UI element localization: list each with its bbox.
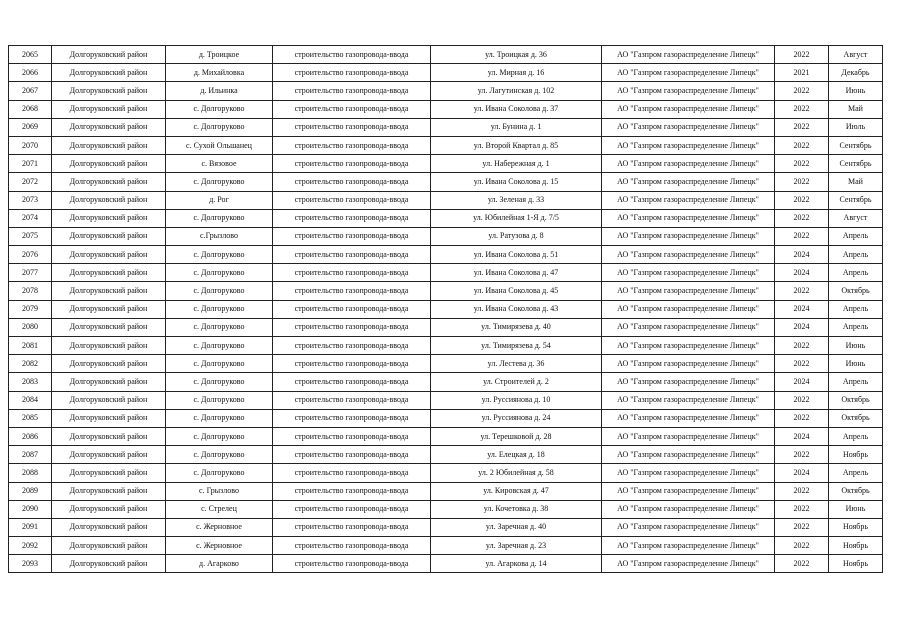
district-cell: Долгоруковский район [52, 409, 166, 427]
district-cell: Долгоруковский район [52, 209, 166, 227]
work-type-cell: строительство газопровода-ввода [273, 246, 431, 264]
address-cell: ул. Кочетовка д. 38 [431, 500, 602, 518]
district-cell: Долгоруковский район [52, 373, 166, 391]
organization-cell: АО "Газпром газораспределение Липецк" [602, 409, 775, 427]
settlement-cell: с. Долгоруково [166, 100, 273, 118]
month-cell: Октябрь [829, 282, 883, 300]
address-cell: ул. Терешковой д. 28 [431, 427, 602, 445]
address-cell: ул. Руссиянова д. 10 [431, 391, 602, 409]
address-cell: ул. 2 Юбилейная д. 58 [431, 464, 602, 482]
work-type-cell: строительство газопровода-ввода [273, 173, 431, 191]
district-cell: Долгоруковский район [52, 391, 166, 409]
month-cell: Май [829, 173, 883, 191]
district-cell: Долгоруковский район [52, 555, 166, 573]
row-number-cell: 2079 [9, 300, 52, 318]
address-cell: ул. Ивана Соколова д. 43 [431, 300, 602, 318]
month-cell: Август [829, 46, 883, 64]
settlement-cell: с. Долгоруково [166, 337, 273, 355]
year-cell: 2022 [775, 409, 829, 427]
month-cell: Апрель [829, 464, 883, 482]
table-row [9, 318, 883, 336]
work-type-cell: строительство газопровода-ввода [273, 209, 431, 227]
organization-cell: АО "Газпром газораспределение Липецк" [602, 337, 775, 355]
district-cell: Долгоруковский район [52, 427, 166, 445]
row-number-cell: 2091 [9, 518, 52, 536]
work-type-cell: строительство газопровода-ввода [273, 482, 431, 500]
table-row [9, 82, 883, 100]
month-cell: Апрель [829, 373, 883, 391]
year-cell: 2024 [775, 373, 829, 391]
year-cell: 2022 [775, 118, 829, 136]
organization-cell: АО "Газпром газораспределение Липецк" [602, 427, 775, 445]
table-row [9, 191, 883, 209]
table-row [9, 409, 883, 427]
address-cell: ул. Строителей д. 2 [431, 373, 602, 391]
row-number-cell: 2081 [9, 337, 52, 355]
table-row [9, 427, 883, 445]
row-number-cell: 2077 [9, 264, 52, 282]
settlement-cell: с. Жерновное [166, 518, 273, 536]
year-cell: 2022 [775, 82, 829, 100]
row-number-cell: 2070 [9, 136, 52, 154]
organization-cell: АО "Газпром газораспределение Липецк" [602, 300, 775, 318]
year-cell: 2022 [775, 518, 829, 536]
work-type-cell: строительство газопровода-ввода [273, 537, 431, 555]
table-row [9, 118, 883, 136]
address-cell: ул. Ивана Соколова д. 47 [431, 264, 602, 282]
month-cell: Ноябрь [829, 446, 883, 464]
organization-cell: АО "Газпром газораспределение Липецк" [602, 82, 775, 100]
organization-cell: АО "Газпром газораспределение Липецк" [602, 318, 775, 336]
table-row [9, 355, 883, 373]
year-cell: 2022 [775, 173, 829, 191]
organization-cell: АО "Газпром газораспределение Липецк" [602, 191, 775, 209]
work-type-cell: строительство газопровода-ввода [273, 191, 431, 209]
district-cell: Долгоруковский район [52, 227, 166, 245]
address-cell: ул. Лестева д. 36 [431, 355, 602, 373]
work-type-cell: строительство газопровода-ввода [273, 373, 431, 391]
settlement-cell: с. Долгоруково [166, 391, 273, 409]
row-number-cell: 2069 [9, 118, 52, 136]
organization-cell: АО "Газпром газораспределение Липецк" [602, 518, 775, 536]
work-type-cell: строительство газопровода-ввода [273, 282, 431, 300]
month-cell: Июнь [829, 82, 883, 100]
year-cell: 2022 [775, 155, 829, 173]
table-row [9, 518, 883, 536]
work-type-cell: строительство газопровода-ввода [273, 82, 431, 100]
organization-cell: АО "Газпром газораспределение Липецк" [602, 355, 775, 373]
address-cell: ул. Набережная д. 1 [431, 155, 602, 173]
address-cell: ул. Троицкая д. 36 [431, 46, 602, 64]
settlement-cell: с. Долгоруково [166, 118, 273, 136]
year-cell: 2022 [775, 355, 829, 373]
row-number-cell: 2074 [9, 209, 52, 227]
year-cell: 2024 [775, 246, 829, 264]
table-row [9, 64, 883, 82]
settlement-cell: с. Стрелец [166, 500, 273, 518]
settlement-cell: с. Вязовое [166, 155, 273, 173]
district-cell: Долгоруковский район [52, 191, 166, 209]
work-type-cell: строительство газопровода-ввода [273, 264, 431, 282]
organization-cell: АО "Газпром газораспределение Липецк" [602, 373, 775, 391]
district-cell: Долгоруковский район [52, 464, 166, 482]
district-cell: Долгоруковский район [52, 500, 166, 518]
year-cell: 2022 [775, 482, 829, 500]
row-number-cell: 2076 [9, 246, 52, 264]
month-cell: Апрель [829, 246, 883, 264]
address-cell: ул. Юбилейная 1-Я д. 7/5 [431, 209, 602, 227]
organization-cell: АО "Газпром газораспределение Липецк" [602, 209, 775, 227]
year-cell: 2022 [775, 209, 829, 227]
district-cell: Долгоруковский район [52, 173, 166, 191]
district-cell: Долгоруковский район [52, 537, 166, 555]
address-cell: ул. Тимирязева д. 40 [431, 318, 602, 336]
row-number-cell: 2086 [9, 427, 52, 445]
month-cell: Ноябрь [829, 537, 883, 555]
month-cell: Июль [829, 118, 883, 136]
settlement-cell: с. Жерновное [166, 537, 273, 555]
month-cell: Октябрь [829, 409, 883, 427]
district-cell: Долгоруковский район [52, 64, 166, 82]
work-type-cell: строительство газопровода-ввода [273, 118, 431, 136]
work-type-cell: строительство газопровода-ввода [273, 318, 431, 336]
month-cell: Ноябрь [829, 518, 883, 536]
table-row [9, 209, 883, 227]
district-cell: Долгоруковский район [52, 118, 166, 136]
table-row [9, 155, 883, 173]
work-type-cell: строительство газопровода-ввода [273, 409, 431, 427]
address-cell: ул. Тимирязева д. 54 [431, 337, 602, 355]
settlement-cell: с. Долгоруково [166, 282, 273, 300]
address-cell: ул. Агаркова д. 14 [431, 555, 602, 573]
address-cell: ул. Заречная д. 40 [431, 518, 602, 536]
settlement-cell: д. Михайловка [166, 64, 273, 82]
month-cell: Сентябрь [829, 155, 883, 173]
work-type-cell: строительство газопровода-ввода [273, 46, 431, 64]
year-cell: 2022 [775, 500, 829, 518]
settlement-cell: с. Долгоруково [166, 264, 273, 282]
work-type-cell: строительство газопровода-ввода [273, 64, 431, 82]
settlement-cell: с. Сухой Ольшанец [166, 136, 273, 154]
address-cell: ул. Ивана Соколова д. 45 [431, 282, 602, 300]
table-row [9, 246, 883, 264]
work-type-cell: строительство газопровода-ввода [273, 555, 431, 573]
month-cell: Сентябрь [829, 136, 883, 154]
district-cell: Долгоруковский район [52, 318, 166, 336]
row-number-cell: 2093 [9, 555, 52, 573]
row-number-cell: 2085 [9, 409, 52, 427]
district-cell: Долгоруковский район [52, 82, 166, 100]
table-body [9, 46, 883, 573]
table-row [9, 373, 883, 391]
row-number-cell: 2065 [9, 46, 52, 64]
organization-cell: АО "Газпром газораспределение Липецк" [602, 555, 775, 573]
table-row [9, 300, 883, 318]
work-type-cell: строительство газопровода-ввода [273, 391, 431, 409]
table-row [9, 464, 883, 482]
work-type-cell: строительство газопровода-ввода [273, 518, 431, 536]
organization-cell: АО "Газпром газораспределение Липецк" [602, 46, 775, 64]
row-number-cell: 2080 [9, 318, 52, 336]
gas-pipeline-table [8, 45, 883, 573]
year-cell: 2022 [775, 391, 829, 409]
organization-cell: АО "Газпром газораспределение Липецк" [602, 246, 775, 264]
year-cell: 2022 [775, 446, 829, 464]
district-cell: Долгоруковский район [52, 282, 166, 300]
month-cell: Ноябрь [829, 555, 883, 573]
row-number-cell: 2092 [9, 537, 52, 555]
organization-cell: АО "Газпром газораспределение Липецк" [602, 64, 775, 82]
month-cell: Апрель [829, 427, 883, 445]
year-cell: 2022 [775, 282, 829, 300]
settlement-cell: с.Грызлово [166, 227, 273, 245]
table-row [9, 136, 883, 154]
year-cell: 2022 [775, 46, 829, 64]
settlement-cell: с. Долгоруково [166, 427, 273, 445]
table-row [9, 446, 883, 464]
settlement-cell: д. Ильинка [166, 82, 273, 100]
organization-cell: АО "Газпром газораспределение Липецк" [602, 446, 775, 464]
year-cell: 2022 [775, 227, 829, 245]
table-row [9, 337, 883, 355]
year-cell: 2022 [775, 100, 829, 118]
address-cell: ул. Руссиянова д. 24 [431, 409, 602, 427]
settlement-cell: с. Долгоруково [166, 373, 273, 391]
row-number-cell: 2073 [9, 191, 52, 209]
row-number-cell: 2089 [9, 482, 52, 500]
settlement-cell: с. Долгоруково [166, 318, 273, 336]
work-type-cell: строительство газопровода-ввода [273, 300, 431, 318]
address-cell: ул. Ивана Соколова д. 37 [431, 100, 602, 118]
organization-cell: АО "Газпром газораспределение Липецк" [602, 227, 775, 245]
year-cell: 2024 [775, 464, 829, 482]
row-number-cell: 2072 [9, 173, 52, 191]
district-cell: Долгоруковский район [52, 155, 166, 173]
settlement-cell: с. Долгоруково [166, 464, 273, 482]
table-row [9, 500, 883, 518]
year-cell: 2022 [775, 555, 829, 573]
month-cell: Октябрь [829, 391, 883, 409]
work-type-cell: строительство газопровода-ввода [273, 100, 431, 118]
row-number-cell: 2088 [9, 464, 52, 482]
district-cell: Долгоруковский район [52, 100, 166, 118]
address-cell: ул. Лагутинская д. 102 [431, 82, 602, 100]
year-cell: 2024 [775, 300, 829, 318]
table-row [9, 555, 883, 573]
table-row [9, 227, 883, 245]
row-number-cell: 2087 [9, 446, 52, 464]
organization-cell: АО "Газпром газораспределение Липецк" [602, 100, 775, 118]
district-cell: Долгоруковский район [52, 355, 166, 373]
table-row [9, 537, 883, 555]
settlement-cell: с. Долгоруково [166, 209, 273, 227]
settlement-cell: д. Агарково [166, 555, 273, 573]
year-cell: 2022 [775, 191, 829, 209]
district-cell: Долгоруковский район [52, 46, 166, 64]
work-type-cell: строительство газопровода-ввода [273, 355, 431, 373]
organization-cell: АО "Газпром газораспределение Липецк" [602, 391, 775, 409]
row-number-cell: 2071 [9, 155, 52, 173]
year-cell: 2024 [775, 264, 829, 282]
table-row [9, 46, 883, 64]
year-cell: 2022 [775, 136, 829, 154]
district-cell: Долгоруковский район [52, 300, 166, 318]
address-cell: ул. Кировская д. 47 [431, 482, 602, 500]
district-cell: Долгоруковский район [52, 264, 166, 282]
table-row [9, 264, 883, 282]
work-type-cell: строительство газопровода-ввода [273, 464, 431, 482]
work-type-cell: строительство газопровода-ввода [273, 136, 431, 154]
work-type-cell: строительство газопровода-ввода [273, 500, 431, 518]
settlement-cell: с. Долгоруково [166, 173, 273, 191]
organization-cell: АО "Газпром газораспределение Липецк" [602, 155, 775, 173]
address-cell: ул. Зеленая д. 33 [431, 191, 602, 209]
address-cell: ул. Второй Квартал д. 85 [431, 136, 602, 154]
row-number-cell: 2066 [9, 64, 52, 82]
address-cell: ул. Ивана Соколова д. 51 [431, 246, 602, 264]
work-type-cell: строительство газопровода-ввода [273, 337, 431, 355]
work-type-cell: строительство газопровода-ввода [273, 227, 431, 245]
table-row [9, 100, 883, 118]
row-number-cell: 2078 [9, 282, 52, 300]
work-type-cell: строительство газопровода-ввода [273, 427, 431, 445]
month-cell: Май [829, 100, 883, 118]
month-cell: Апрель [829, 264, 883, 282]
row-number-cell: 2090 [9, 500, 52, 518]
organization-cell: АО "Газпром газораспределение Липецк" [602, 537, 775, 555]
address-cell: ул. Мирная д. 16 [431, 64, 602, 82]
month-cell: Апрель [829, 318, 883, 336]
year-cell: 2021 [775, 64, 829, 82]
settlement-cell: д. Рог [166, 191, 273, 209]
settlement-cell: с. Долгоруково [166, 355, 273, 373]
address-cell: ул. Елецкая д. 18 [431, 446, 602, 464]
settlement-cell: с. Грызлово [166, 482, 273, 500]
organization-cell: АО "Газпром газораспределение Липецк" [602, 118, 775, 136]
month-cell: Июнь [829, 337, 883, 355]
organization-cell: АО "Газпром газораспределение Липецк" [602, 264, 775, 282]
organization-cell: АО "Газпром газораспределение Липецк" [602, 482, 775, 500]
work-type-cell: строительство газопровода-ввода [273, 155, 431, 173]
table-row [9, 282, 883, 300]
month-cell: Декабрь [829, 64, 883, 82]
month-cell: Июнь [829, 500, 883, 518]
month-cell: Октябрь [829, 482, 883, 500]
table-row [9, 391, 883, 409]
settlement-cell: с. Долгоруково [166, 300, 273, 318]
row-number-cell: 2067 [9, 82, 52, 100]
table-row [9, 173, 883, 191]
month-cell: Сентябрь [829, 191, 883, 209]
settlement-cell: с. Долгоруково [166, 246, 273, 264]
work-type-cell: строительство газопровода-ввода [273, 446, 431, 464]
organization-cell: АО "Газпром газораспределение Липецк" [602, 500, 775, 518]
district-cell: Долгоруковский район [52, 246, 166, 264]
organization-cell: АО "Газпром газораспределение Липецк" [602, 464, 775, 482]
row-number-cell: 2075 [9, 227, 52, 245]
district-cell: Долгоруковский район [52, 482, 166, 500]
year-cell: 2024 [775, 318, 829, 336]
month-cell: Апрель [829, 227, 883, 245]
organization-cell: АО "Газпром газораспределение Липецк" [602, 136, 775, 154]
year-cell: 2022 [775, 537, 829, 555]
address-cell: ул. Ратузова д. 8 [431, 227, 602, 245]
row-number-cell: 2084 [9, 391, 52, 409]
settlement-cell: с. Долгоруково [166, 409, 273, 427]
row-number-cell: 2068 [9, 100, 52, 118]
month-cell: Апрель [829, 300, 883, 318]
organization-cell: АО "Газпром газораспределение Липецк" [602, 282, 775, 300]
address-cell: ул. Ивана Соколова д. 15 [431, 173, 602, 191]
year-cell: 2024 [775, 427, 829, 445]
row-number-cell: 2082 [9, 355, 52, 373]
row-number-cell: 2083 [9, 373, 52, 391]
settlement-cell: д. Троицкое [166, 46, 273, 64]
district-cell: Долгоруковский район [52, 136, 166, 154]
organization-cell: АО "Газпром газораспределение Липецк" [602, 173, 775, 191]
month-cell: Август [829, 209, 883, 227]
district-cell: Долгоруковский район [52, 518, 166, 536]
year-cell: 2022 [775, 337, 829, 355]
table-row [9, 482, 883, 500]
address-cell: ул. Бунина д. 1 [431, 118, 602, 136]
address-cell: ул. Заречная д. 23 [431, 537, 602, 555]
district-cell: Долгоруковский район [52, 446, 166, 464]
month-cell: Июнь [829, 355, 883, 373]
district-cell: Долгоруковский район [52, 337, 166, 355]
settlement-cell: с. Долгоруково [166, 446, 273, 464]
